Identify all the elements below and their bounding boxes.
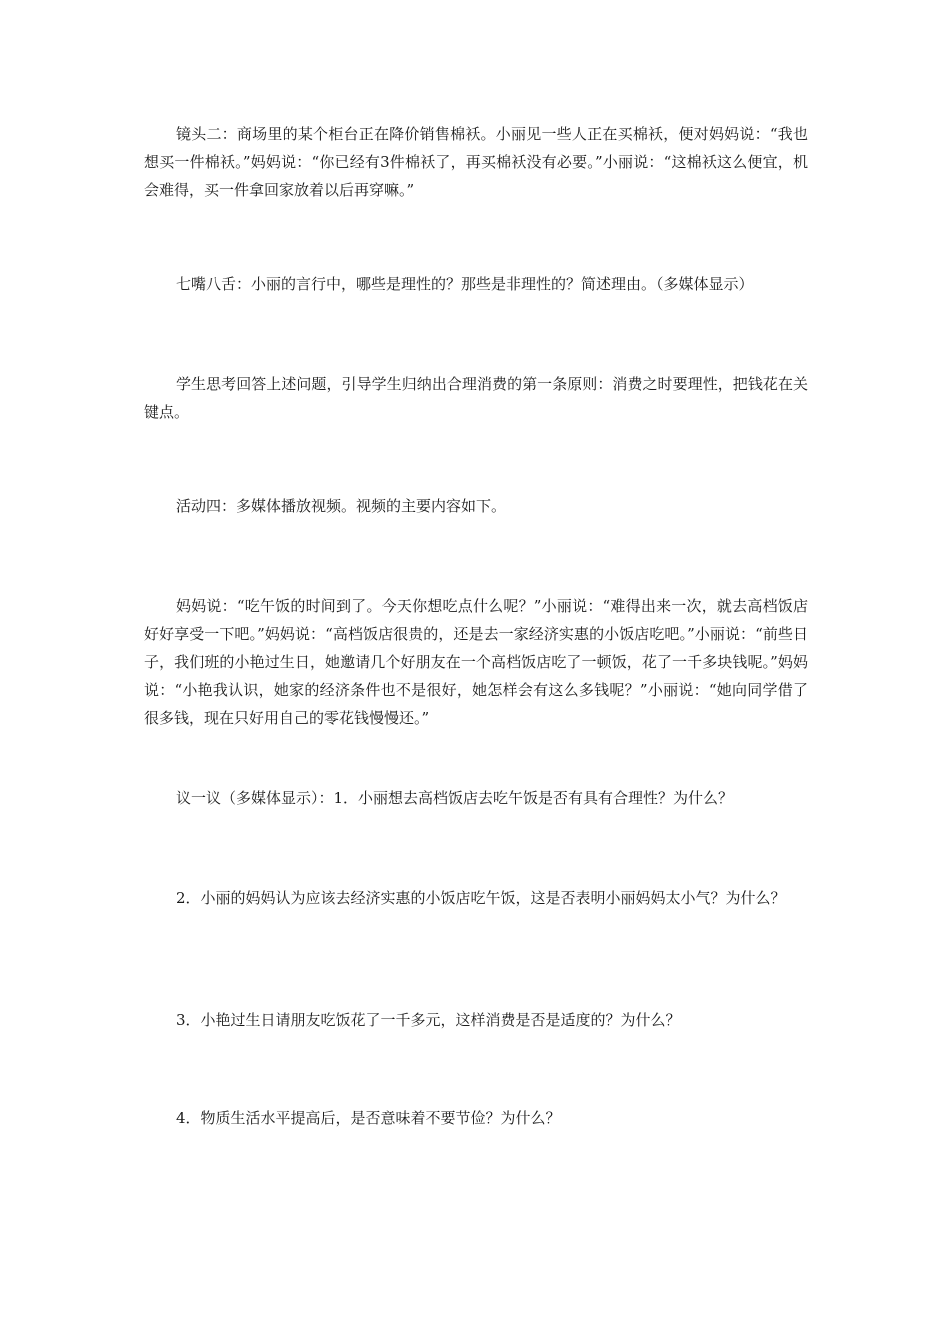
paragraph-discussion-prompt: 七嘴八舌：小丽的言行中，哪些是理性的？那些是非理性的？简述理由。（多媒体显示） bbox=[176, 275, 754, 293]
paragraph-first-principle: 学生思考回答上述问题，引导学生归纳出合理消费的第一条原则：消费之时要理性，把钱花在关键点。 bbox=[144, 375, 808, 421]
paragraph-question-3: 3．小艳过生日请朋友吃饭花了一千多元，这样消费是否是适度的？为什么？ bbox=[176, 1011, 681, 1029]
paragraph-activity-four: 活动四：多媒体播放视频。视频的主要内容如下。 bbox=[176, 497, 507, 515]
paragraph-question-2: 2．小丽的妈妈认为应该去经济实惠的小饭店吃午饭，这是否表明小丽妈妈太小气？为什么？ bbox=[176, 889, 786, 907]
paragraph-question-4: 4．物质生活水平提高后，是否意味着不要节俭？为什么？ bbox=[176, 1109, 561, 1127]
paragraph-video-dialogue: 妈妈说：“吃午饭的时间到了。今天你想吃点什么呢？”小丽说：“难得出来一次，就去高档饭店好好享受一下吧。”妈妈说：“高档饭店很贵的，还是去一家经济实惠的小饭店吃吧。”小丽说：“前些日子，我们班的小艳过生日，她邀请几个好朋友在一个高档饭店吃了一顿饭，花了一千多块钱呢。”妈妈说：“小艳我认识，她家的经济条件也不是很好，她怎样会有这么多钱呢？”小丽说：“她向同学借了很多钱，现在只好用自己的零花钱慢慢还。” bbox=[144, 597, 808, 727]
paragraph-scene-two: 镜头二：商场里的某个柜台正在降价销售棉袄。小丽见一些人正在买棉袄，便对妈妈说：“我也想买一件棉袄。”妈妈说：“你已经有3件棉袄了，再买棉袄没有必要。”小丽说：“这棉袄这么便宜，机会难得，买一件拿回家放着以后再穿嘛。” bbox=[144, 125, 808, 199]
paragraph-question-1: 议一议（多媒体显示）：1．小丽想去高档饭店去吃午饭是否有具有合理性？为什么？ bbox=[176, 789, 734, 807]
